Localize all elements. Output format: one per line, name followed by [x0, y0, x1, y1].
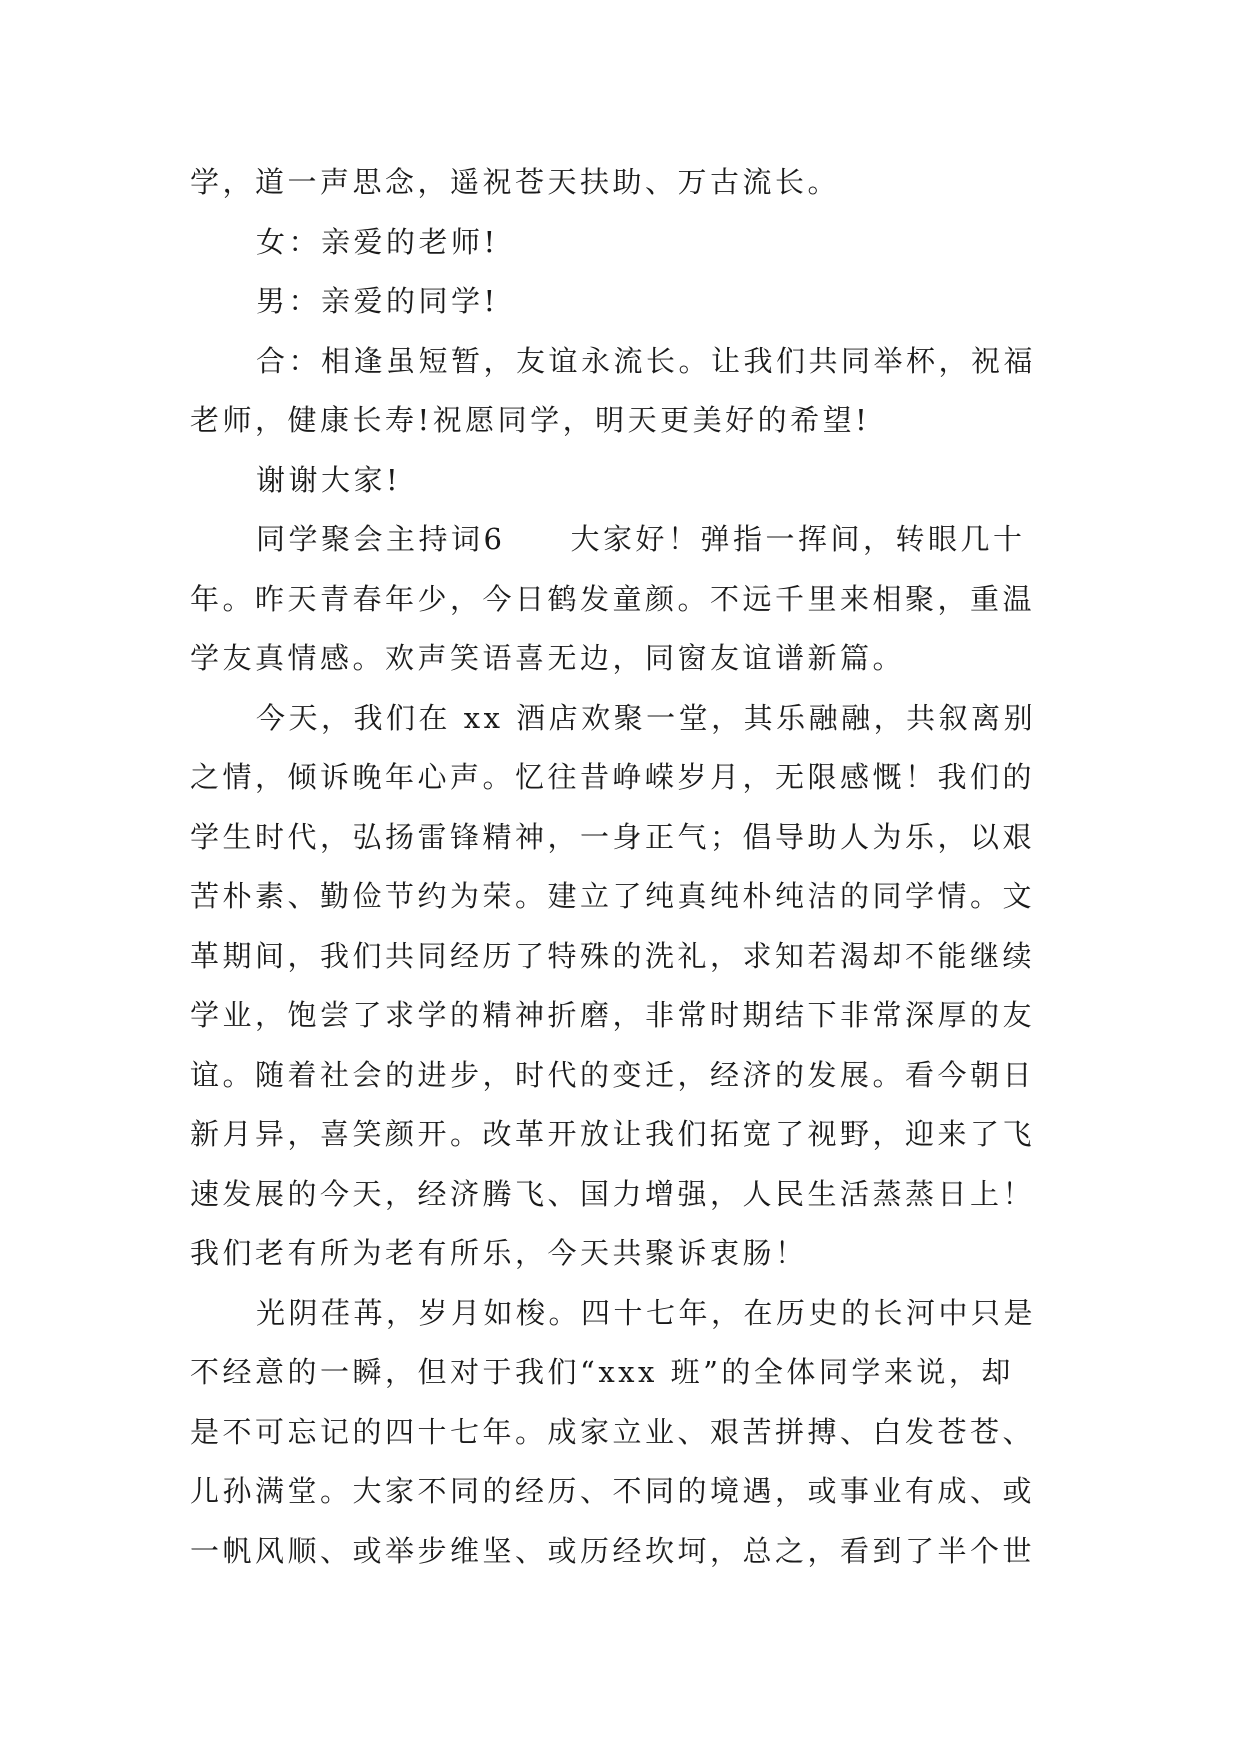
text-line: 男：亲爱的同学! [256, 284, 499, 318]
text-line: 女：亲爱的老师! [256, 224, 499, 259]
text-line: 不经意的一瞬，但对于我们“xxx 班”的全体同学来说，却 [190, 1355, 1014, 1389]
text-line: 谢谢大家! [256, 462, 402, 497]
text-line: 同学聚会主持词6 大家好！弹指一挥间，转眼几十 [256, 522, 1026, 556]
document-page [190, 153, 1052, 1581]
text-line: 速发展的今天，经济腾飞、国力增强，人民生活蒸蒸日上！ [190, 1176, 1036, 1211]
text-line: 是不可忘记的四十七年。成家立业、艰苦拼搏、白发苍苍、 [190, 1414, 1036, 1449]
text-line: 学友真情感。欢声笑语喜无边，同窗友谊谱新篇。 [190, 641, 906, 675]
text-line: 学生时代，弘扬雷锋精神，一身正气；倡导助人为乐，以艰 [190, 819, 1036, 854]
text-line: 新月异，喜笑颜开。改革开放让我们拓宽了视野，迎来了飞 [190, 1117, 1036, 1151]
text-line: 老师，健康长寿!祝愿同学，明天更美好的希望! [190, 403, 871, 437]
text-line: 革期间，我们共同经历了特殊的洗礼，求知若渴却不能继续 [190, 938, 1036, 973]
text-line: 儿孙满堂。大家不同的经历、不同的境遇，或事业有成、或 [190, 1474, 1036, 1508]
text-line: 合：相逢虽短暂，友谊永流长。让我们共同举杯，祝福 [256, 343, 1037, 378]
text-line: 之情，倾诉晚年心声。忆往昔峥嵘岁月，无限感慨！我们的 [190, 760, 1036, 794]
text-line: 今天，我们在 xx 酒店欢聚一堂，其乐融融，共叙离别 [256, 700, 1037, 735]
text-line: 年。昨天青春年少，今日鹤发童颜。不远千里来相聚，重温 [190, 581, 1036, 616]
text-line: 光阴荏苒，岁月如梭。四十七年，在历史的长河中只是 [256, 1295, 1037, 1330]
text-line: 学业，饱尝了求学的精神折磨，非常时期结下非常深厚的友 [190, 998, 1036, 1032]
text-line: 谊。随着社会的进步，时代的变迁，经济的发展。看今朝日 [190, 1057, 1036, 1092]
text-line: 一帆风顺、或举步维坚、或历经坎坷，总之，看到了半个世 [190, 1533, 1036, 1568]
text-line: 苦朴素、勤俭节约为荣。建立了纯真纯朴纯洁的同学情。文 [190, 879, 1036, 913]
text-line: 我们老有所为老有所乐，今天共聚诉衷肠！ [190, 1236, 808, 1270]
text-line: 学，道一声思念，遥祝苍天扶助、万古流长。 [190, 165, 841, 199]
